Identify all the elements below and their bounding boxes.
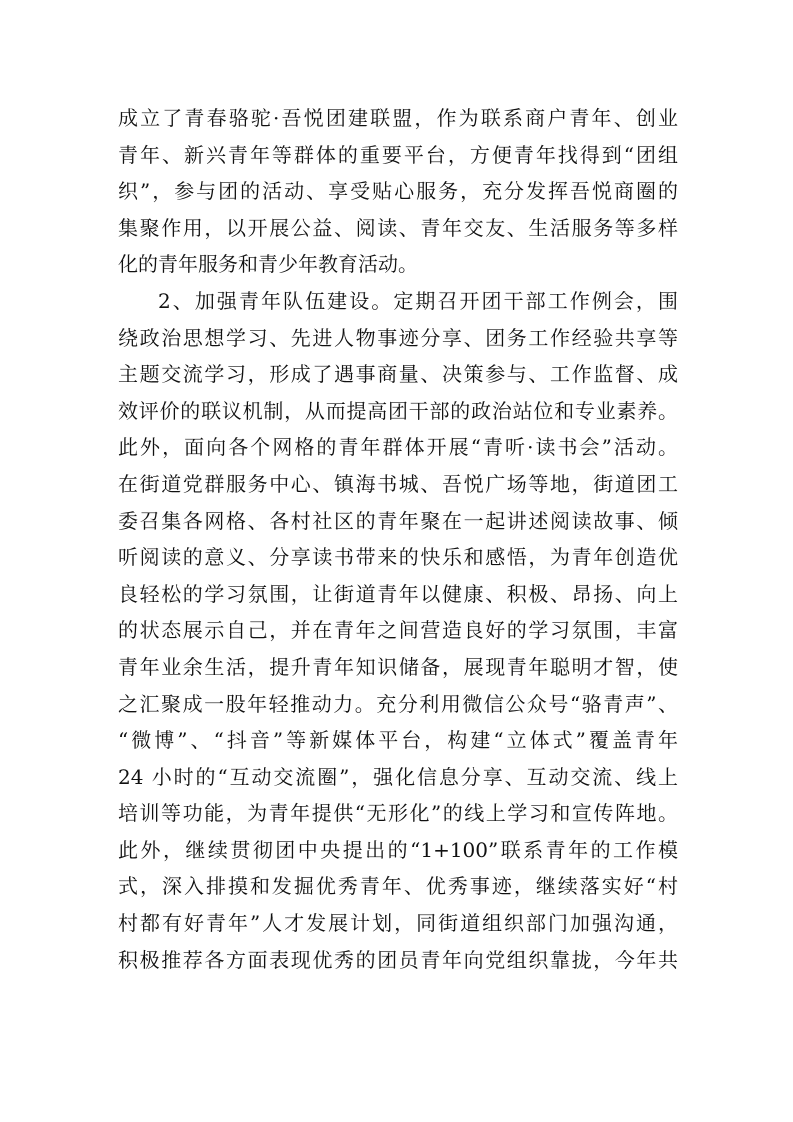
text-line: 织”，参与团的活动、享受贴心服务，充分发挥吾悦商圈的 (118, 179, 678, 204)
text-line: 青年业余生活，提升青年知识储备，展现青年聪明才智，使 (118, 654, 678, 679)
text-line: 成立了青春骆驼·吾悦团建联盟，作为联系商户青年、创业 (118, 106, 678, 130)
text-line: 青年、新兴青年等群体的重要平台，方便青年找得到“团组 (118, 142, 678, 167)
text-line: 良轻松的学习氛围，让街道青年以健康、积极、昂扬、向上 (118, 581, 678, 606)
body-text (118, 100, 678, 978)
text-line: 式，深入排摸和发掘优秀青年、优秀事迹，继续落实好“村 (118, 874, 678, 899)
text-line: 24 小时的“互动交流圈”，强化信息分享、互动交流、线上 (118, 764, 678, 789)
text-line: “微博”、“抖音”等新媒体平台，构建“立体式”覆盖青年 (118, 728, 678, 753)
text-line: 的状态展示自己，并在青年之间营造良好的学习氛围，丰富 (118, 618, 678, 643)
text-line: 积极推荐各方面表现优秀的团员青年向党组织靠拢，今年共 (118, 947, 678, 972)
text-line: 村都有好青年”人才发展计划，同街道组织部门加强沟通， (118, 911, 678, 936)
text-line: 此外，继续贯彻团中央提出的“1+100”联系青年的工作模 (118, 837, 678, 862)
text-line: 绕政治思想学习、先进人物事迹分享、团务工作经验共享等 (118, 325, 678, 350)
text-line: 2、加强青年队伍建设。定期召开团干部工作例会，围 (158, 288, 678, 313)
text-line: 培训等功能，为青年提供“无形化”的线上学习和宣传阵地。 (118, 801, 678, 826)
text-line: 主题交流学习，形成了遇事商量、决策参与、工作监督、成 (118, 362, 678, 387)
text-line: 化的青年服务和青少年教育活动。 (118, 252, 418, 277)
text-line: 听阅读的意义、分享读书带来的快乐和感悟，为青年创造优 (118, 545, 678, 570)
text-line: 效评价的联议机制，从而提高团干部的政治站位和专业素养。 (118, 398, 678, 423)
text-line: 在街道党群服务中心、镇海书城、吾悦广场等地，街道团工 (118, 471, 678, 496)
text-line: 委召集各网格、各村社区的青年聚在一起讲述阅读故事、倾 (118, 508, 678, 533)
text-line: 集聚作用，以开展公益、阅读、青年交友、生活服务等多样 (118, 215, 678, 240)
text-line: 此外，面向各个网格的青年群体开展“青听·读书会”活动。 (118, 435, 678, 460)
text-line: 之汇聚成一股年轻推动力。充分利用微信公众号“骆青声”、 (118, 691, 678, 716)
